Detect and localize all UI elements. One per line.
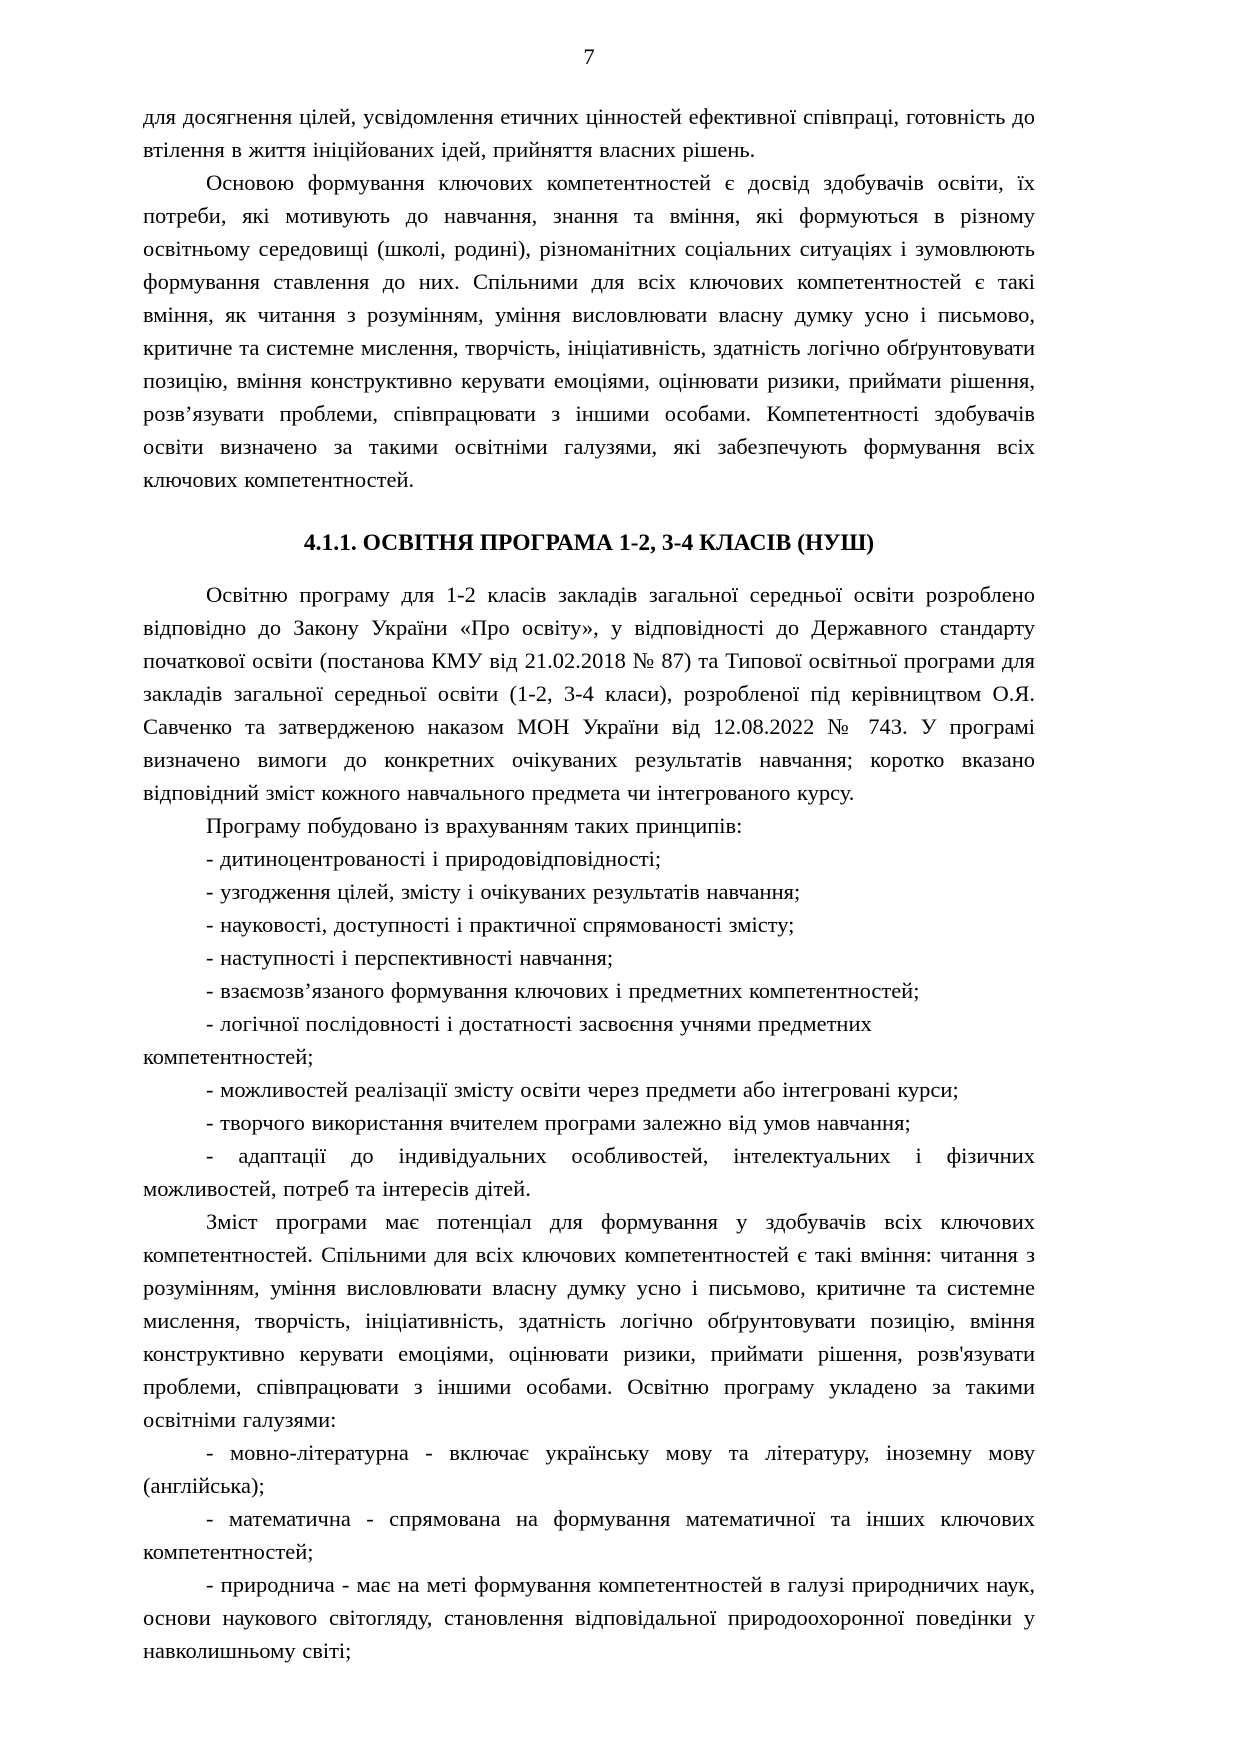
list-item: - математична - спрямована на формування математичної та інших ключових компетентностей; (143, 1506, 1035, 1564)
list-item: - творчого використання вчителем програми залежно від умов навчання; (206, 1110, 911, 1135)
list-item: - взаємозв’язаного формування ключових і предметних компетентностей; (206, 978, 920, 1003)
list-item: - дитиноцентрованості і природовідповідності; (206, 846, 662, 871)
list-item: - науковості, доступності і практичної спрямованості змісту; (206, 912, 795, 937)
section-heading: 4.1.1. ОСВІТНЯ ПРОГРАМА 1-2, 3-4 КЛАСІВ (НУШ) (303, 530, 875, 556)
paragraph: Програму побудовано із врахуванням таких принципів: (206, 813, 743, 838)
list-item: - наступності і перспективності навчання; (206, 945, 614, 970)
list-item: - узгодження цілей, змісту і очікуваних результатів навчання; (206, 879, 801, 904)
page-number: 7 (583, 44, 595, 69)
list-item: - можливостей реалізації змісту освіти через предмети або інтегровані курси; (206, 1077, 959, 1102)
list-item: - логічної послідовності і достатності засвоєння учнями предметних компетентностей; (143, 1011, 872, 1069)
list-item: - адаптації до індивідуальних особливостей, інтелектуальних і фізичних можливостей, потреб та інтересів дітей. (143, 1143, 1035, 1201)
text-area (143, 40, 1035, 1667)
paragraph: Основою формування ключових компетентностей є досвід здобувачів освіти, їх потреби, які мотивують до навчання, знання та вміння, які формуються в різному освітньому середовищі (школі, родині), різноманітних соціальних ситуаціях і зумовлюють формування ставлення до них. Спільними для всіх ключових компетентностей є такі вміння, як читання з розумінням, уміння висловлювати власну думку усно і письмово, критичне та системне мислення, творчість, ініціативність, здатність логічно обґрунтовувати позицію, вміння конструктивно керувати емоціями, оцінювати ризики, приймати рішення, розв’язувати проблеми, співпрацювати з іншими особами. Компетентності здобувачів освіти визначено за такими освітніми галузями, які забезпечують формування всіх ключових компетентностей. (143, 170, 1035, 492)
paragraph: для досягнення цілей, усвідомлення етичних цінностей ефективної співпраці, готовність до втілення в життя ініційованих ідей, прийняття власних рішень. (143, 104, 1035, 162)
paragraph: Зміст програми має потенціал для формування у здобувачів всіх ключових компетентностей. Спільними для всіх ключових компетентностей є такі вміння: читання з розумінням, уміння висловлювати власну думку усно і письмово, критичне та системне мислення, творчість, ініціативність, здатність логічно обґрунтовувати позицію, вміння конструктивно керувати емоціями, оцінювати ризики, приймати рішення, розв'язувати проблеми, співпрацювати з іншими особами. Освітню програму укладено за такими освітніми галузями: (143, 1209, 1035, 1432)
list-item: - мовно-літературна - включає українську мову та літературу, іноземну мову (англійська); (143, 1440, 1035, 1498)
paragraph: Освітню програму для 1-2 класів закладів загальної середньої освіти розроблено відповідно до Закону України «Про освіту», у відповідності до Державного стандарту початкової освіти (постанова КМУ від 21.02.2018 № 87) та Типової освітньої програми для закладів загальної середньої освіти (1-2, 3-4 класи), розробленої під керівництвом О.Я. Савченко та затвердженою наказом МОН України від 12.08.2022 № 743. У програмі визначено вимоги до конкретних очікуваних результатів навчання; коротко вказано відповідний зміст кожного навчального предмета чи інтегрованого курсу. (143, 582, 1035, 805)
list-item: - природнича - має на меті формування компетентностей в галузі природничих наук, основи наукового світогляду, становлення відповідальної природоохоронної поведінки у навколишньому світі; (143, 1572, 1035, 1663)
